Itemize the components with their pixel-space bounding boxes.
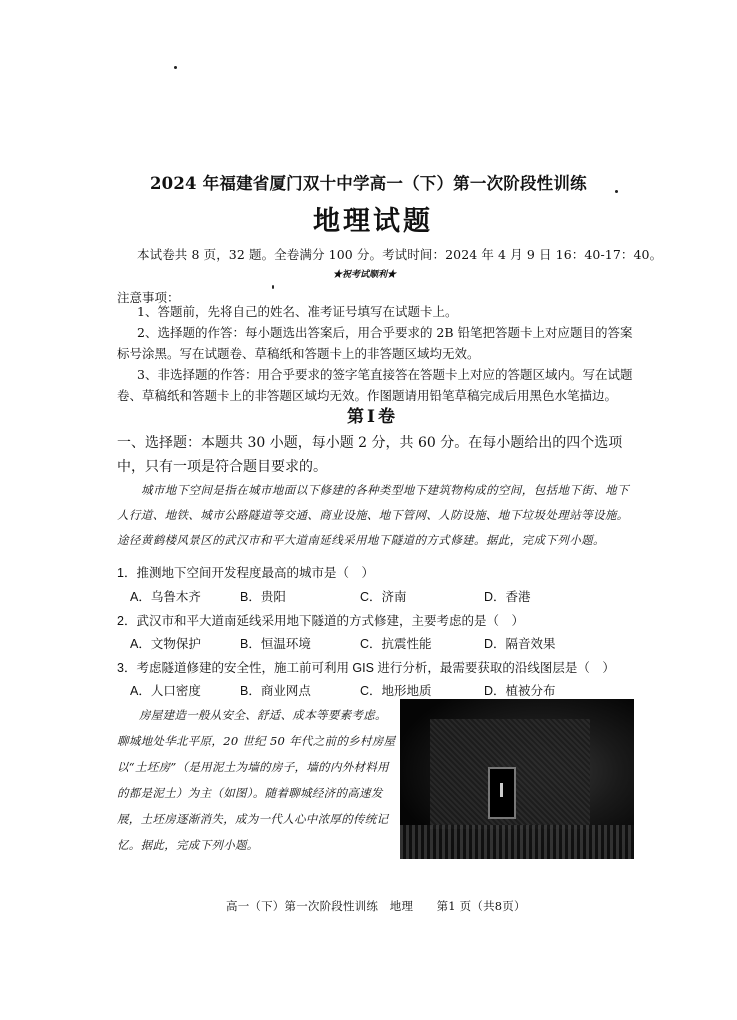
scan-speck xyxy=(174,66,177,69)
answer-option: A．乌鲁木齐 xyxy=(130,590,201,604)
question-stem: 1．推测地下空间开发程度最高的城市是（ ） xyxy=(117,566,374,580)
reading-passage: 房屋建造一般从安全、舒适、成本等要素考虑。聊城地处华北平原，20 世纪 50 年代之前的乡村房屋以“土坯房”（是用泥土为墙的房子，墙的内外材料用的都是泥土）为主（如图）。随着聊城经济的高速发展，土坯房逐渐消失，成为一代人心中浓厚的传统记忆。据此，完成下列小题。 xyxy=(117,708,396,852)
answer-option: D．隔音效果 xyxy=(484,637,556,651)
question-stem: 3．考虑隧道修建的安全性，施工前可利用 GIS 进行分析，最需要获取的沿线图层是（ ） xyxy=(117,661,615,675)
answer-option: A．人口密度 xyxy=(130,684,201,698)
page-footer: 高一（下）第一次阶段性训练 地理 第1 页（共8页） xyxy=(226,899,526,913)
exam-info: 本试卷共 8 页，32 题。全卷满分 100 分。考试时间：2024 年 4 月 9 日 16：40-17：40。 xyxy=(137,247,663,262)
notice-item: 3、非选择题的作答：用合乎要求的签字笔直接答在答题卡上对应的答题区域内。写在试题卷、草稿纸和答题卡上的非答题区域均无效。作图题请用铅笔草稿完成后用黑色水笔描边。 xyxy=(117,367,633,403)
ground xyxy=(400,825,634,859)
question-stem: 2．武汉市和平大道南延线采用地下隧道的方式修建，主要考虑的是（ ） xyxy=(117,614,524,628)
notice-item: 2、选择题的作答：每小题选出答案后，用合乎要求的 2B 铅笔把答题卡上对应题目的答案标号涂黑。写在试题卷、草稿纸和答题卡上的非答题区域均无效。 xyxy=(117,325,633,361)
scan-speck xyxy=(272,285,274,289)
notice-title: 注意事项： xyxy=(117,290,180,305)
answer-option: C．抗震性能 xyxy=(360,637,432,651)
adobe-house-photo xyxy=(400,699,634,859)
answer-option: B．商业网点 xyxy=(240,684,311,698)
house-door xyxy=(488,767,516,819)
answer-option: A．文物保护 xyxy=(130,637,201,651)
subject-title: 地理试题 xyxy=(313,206,433,237)
section-heading: 一、选择题：本题共 30 小题，每小题 2 分，共 60 分。在每小题给出的四个选项中，只有一项是符合题目要求的。 xyxy=(117,435,623,475)
notice-item: 1、答题前，先将自己的姓名、准考证号填写在试题卡上。 xyxy=(137,304,458,319)
good-luck-note: ★祝考试顺利★ xyxy=(333,270,397,280)
scan-speck xyxy=(615,190,618,193)
answer-option: B．恒温环境 xyxy=(240,637,311,651)
answer-option: C．济南 xyxy=(360,590,407,604)
answer-option: C．地形地质 xyxy=(360,684,432,698)
answer-option: D．香港 xyxy=(484,590,531,604)
part-title: 第Ⅰ卷 xyxy=(347,407,398,427)
exam-title: 2024 年福建省厦门双十中学高一（下）第一次阶段性训练 xyxy=(150,174,587,193)
reading-passage: 城市地下空间是指在城市地面以下修建的各种类型地下建筑物构成的空间，包括地下街、地下人行道、地铁、城市公路隧道等交通、商业设施、地下管网、人防设施、地下垃圾处理站等设施。途径黄鹤楼风景区的武汉市和平大道南延线采用地下隧道的方式修建。据此，完成下列小题。 xyxy=(117,483,629,547)
answer-option: B．贵阳 xyxy=(240,590,286,604)
answer-option: D．植被分布 xyxy=(484,684,556,698)
